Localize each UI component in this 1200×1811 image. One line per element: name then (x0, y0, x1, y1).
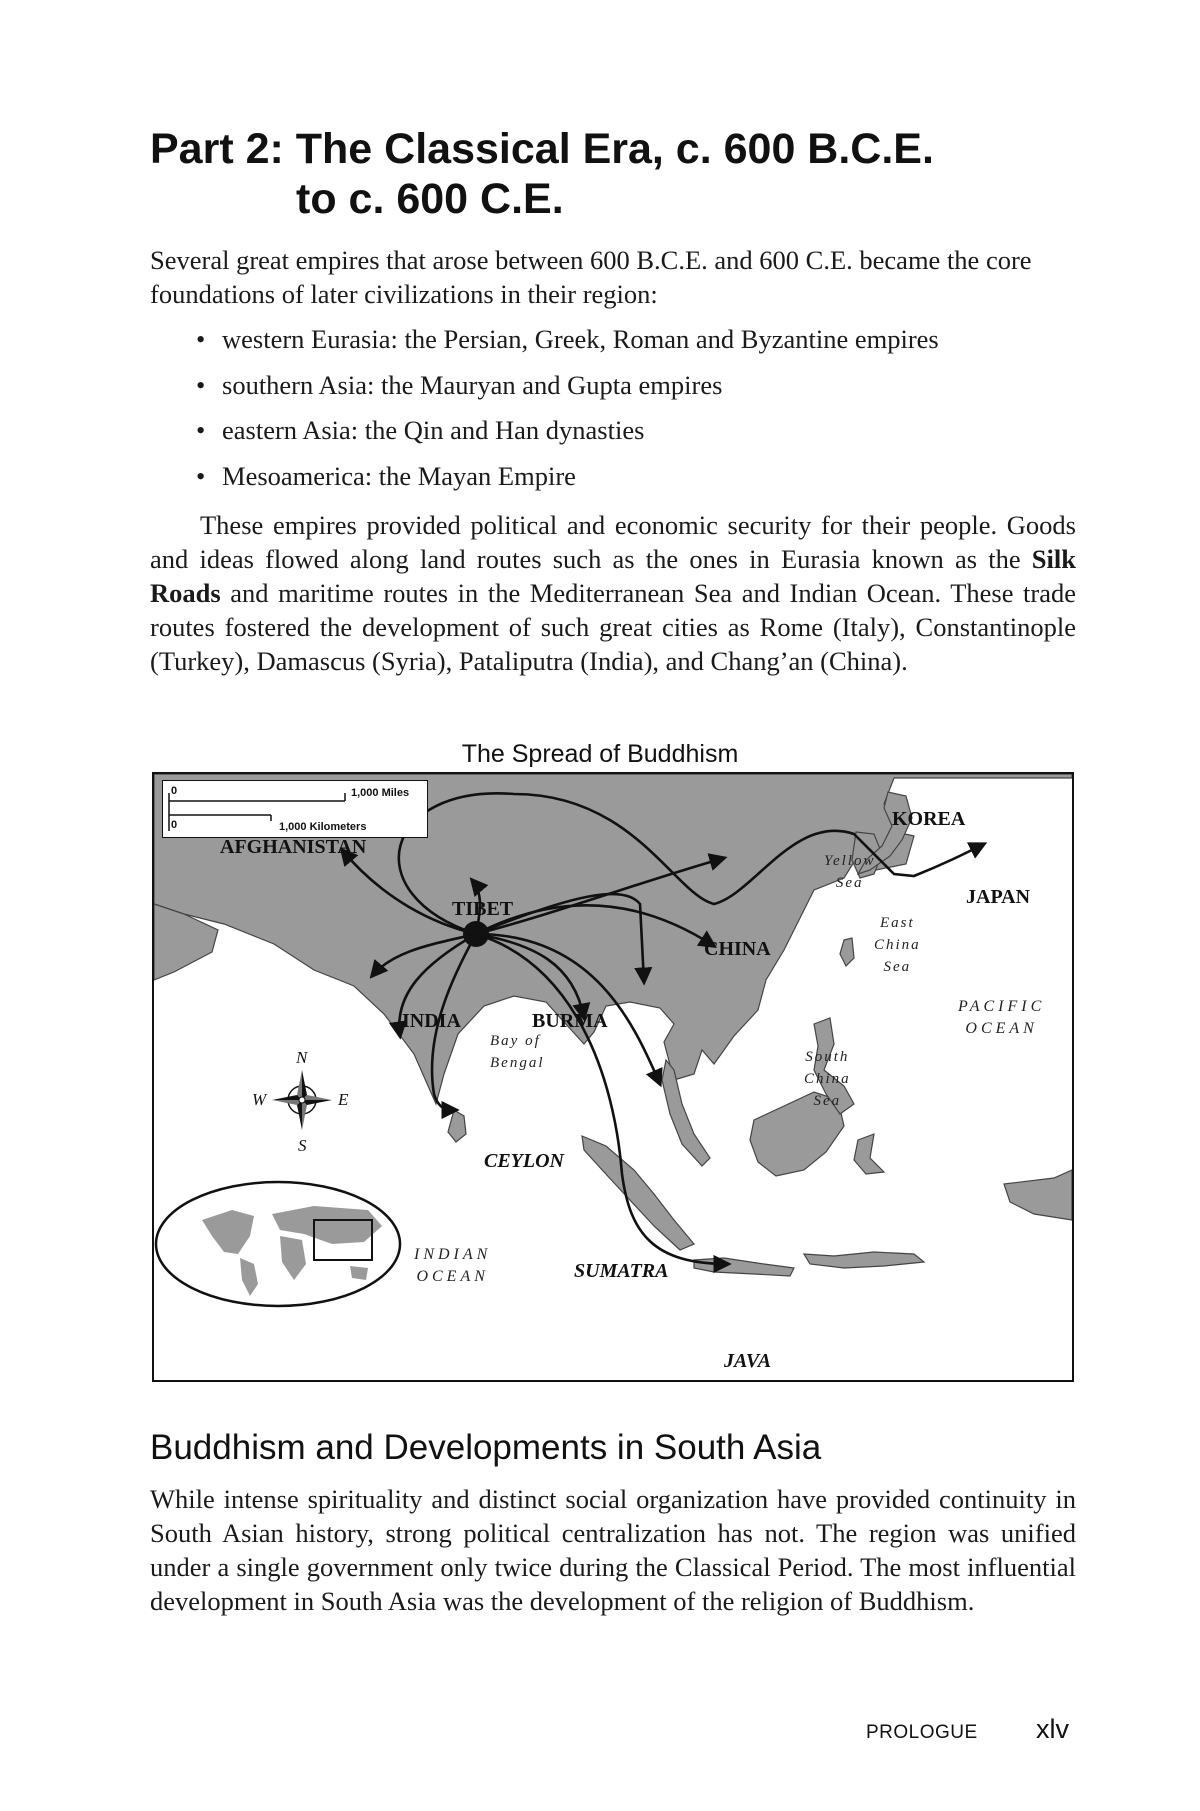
list-item: • eastern Asia: the Qin and Han dynasties (196, 413, 1076, 447)
label-yellow-sea (824, 850, 875, 894)
label-east-china-sea (874, 912, 921, 978)
java-island (694, 1258, 794, 1276)
label-korea: KOREA (892, 808, 966, 830)
buddhism-map (152, 772, 1074, 1382)
sulawesi-island (854, 1134, 884, 1174)
trade-paragraph-text-2: and maritime routes in the Mediterranean Sea and Indian Ocean. These trade routes fostered the development of such great cities as Rome (Italy), Constantinople (Turkey), Damascus (Syria), Pataliputra (India), and Chang’an (China). (150, 578, 1076, 676)
label-pacific-ocean-2: OCEAN (965, 1020, 1038, 1037)
label-south-china-sea (804, 1046, 851, 1112)
label-bay-of-bengal-2: Bengal (490, 1055, 545, 1071)
trade-paragraph-text-1: These empires provided political and economic security for their people. Goods and ideas flowed along land routes such as the ones in Eurasia known as the (150, 510, 1076, 574)
label-yellow-sea-1: Yellow (824, 853, 876, 869)
list-item: • Mesoamerica: the Mayan Empire (196, 459, 1076, 493)
part-heading-line-1: Part 2: The Classical Era, c. 600 B.C.E. (150, 125, 934, 173)
label-bay-of-bengal (490, 1030, 545, 1074)
new-guinea-fragment (1004, 1170, 1072, 1220)
scale-miles-label: 1,000 Miles (351, 787, 410, 799)
list-item: • western Eurasia: the Persian, Greek, Roman and Byzantine empires (196, 322, 1076, 356)
compass-west-label: W (252, 1090, 267, 1109)
footer-section-title: PROLOGUE (866, 1722, 978, 1743)
scale-km-label: 1,000 Kilometers (279, 821, 367, 833)
trade-paragraph (150, 508, 1076, 678)
scale-zero-miles: 0 (171, 785, 178, 797)
map-scale (162, 780, 428, 838)
label-bay-of-bengal-1: Bay of (490, 1033, 541, 1049)
map-title: The Spread of Buddhism (461, 740, 739, 768)
label-tibet: TIBET (452, 898, 514, 920)
section-heading: Buddhism and Developments in South Asia (150, 1428, 822, 1467)
inset-world-map (156, 1182, 400, 1306)
label-south-china-sea-3: Sea (813, 1093, 842, 1109)
label-east-china-sea-1: East (880, 915, 915, 931)
label-south-china-sea-1: South (805, 1049, 850, 1065)
label-china: CHINA (704, 938, 771, 960)
compass-rose (272, 1070, 332, 1130)
label-afghanistan: AFGHANISTAN (220, 836, 367, 858)
label-india: INDIA (402, 1010, 461, 1032)
part-heading (150, 124, 1110, 224)
label-pacific-ocean (958, 996, 1045, 1040)
label-pacific-ocean-1: PACIFIC (958, 998, 1046, 1015)
footer-page-number: xlv (1036, 1714, 1069, 1744)
silk-roads-term: Silk Roads (150, 544, 1076, 608)
empire-list (196, 322, 1076, 504)
list-item: • southern Asia: the Mauryan and Gupta empires (196, 368, 1076, 402)
south-asia-paragraph: While intense spirituality and distinct social organization have provided continuity in South Asian history, strong political centralization has not. The region was unified under a single government only twice during the Classical Period. The most influential development in South Asia was the development of the religion of Buddhism. (150, 1484, 1076, 1616)
compass-south-label: S (298, 1136, 307, 1155)
taiwan-island (840, 938, 854, 966)
map-drawing (154, 774, 1072, 1380)
label-ceylon: CEYLON (484, 1150, 564, 1172)
scale-zero-km: 0 (171, 819, 178, 831)
label-indian-ocean-2: OCEAN (416, 1268, 489, 1285)
small-islands (804, 1252, 924, 1268)
label-indian-ocean (414, 1244, 491, 1288)
compass-east-label: E (338, 1090, 349, 1109)
label-burma: BURMA (532, 1010, 608, 1032)
part-heading-line-2: to c. 600 C.E. (296, 175, 564, 223)
ceylon-island (448, 1110, 466, 1142)
label-yellow-sea-2: Sea (835, 875, 864, 891)
label-japan: JAPAN (966, 886, 1031, 908)
sumatra-island (582, 1136, 694, 1250)
compass-north-label: N (296, 1048, 308, 1067)
label-sumatra: SUMATRA (574, 1260, 669, 1282)
label-java: JAVA (724, 1350, 772, 1372)
label-east-china-sea-2: China (874, 937, 921, 953)
label-indian-ocean-1: INDIAN (414, 1246, 492, 1263)
label-south-china-sea-2: China (804, 1071, 851, 1087)
intro-paragraph: Several great empires that arose between 600 B.C.E. and 600 C.E. became the core foundations of later civilizations in their region: (150, 245, 1032, 309)
label-east-china-sea-3: Sea (883, 959, 912, 975)
